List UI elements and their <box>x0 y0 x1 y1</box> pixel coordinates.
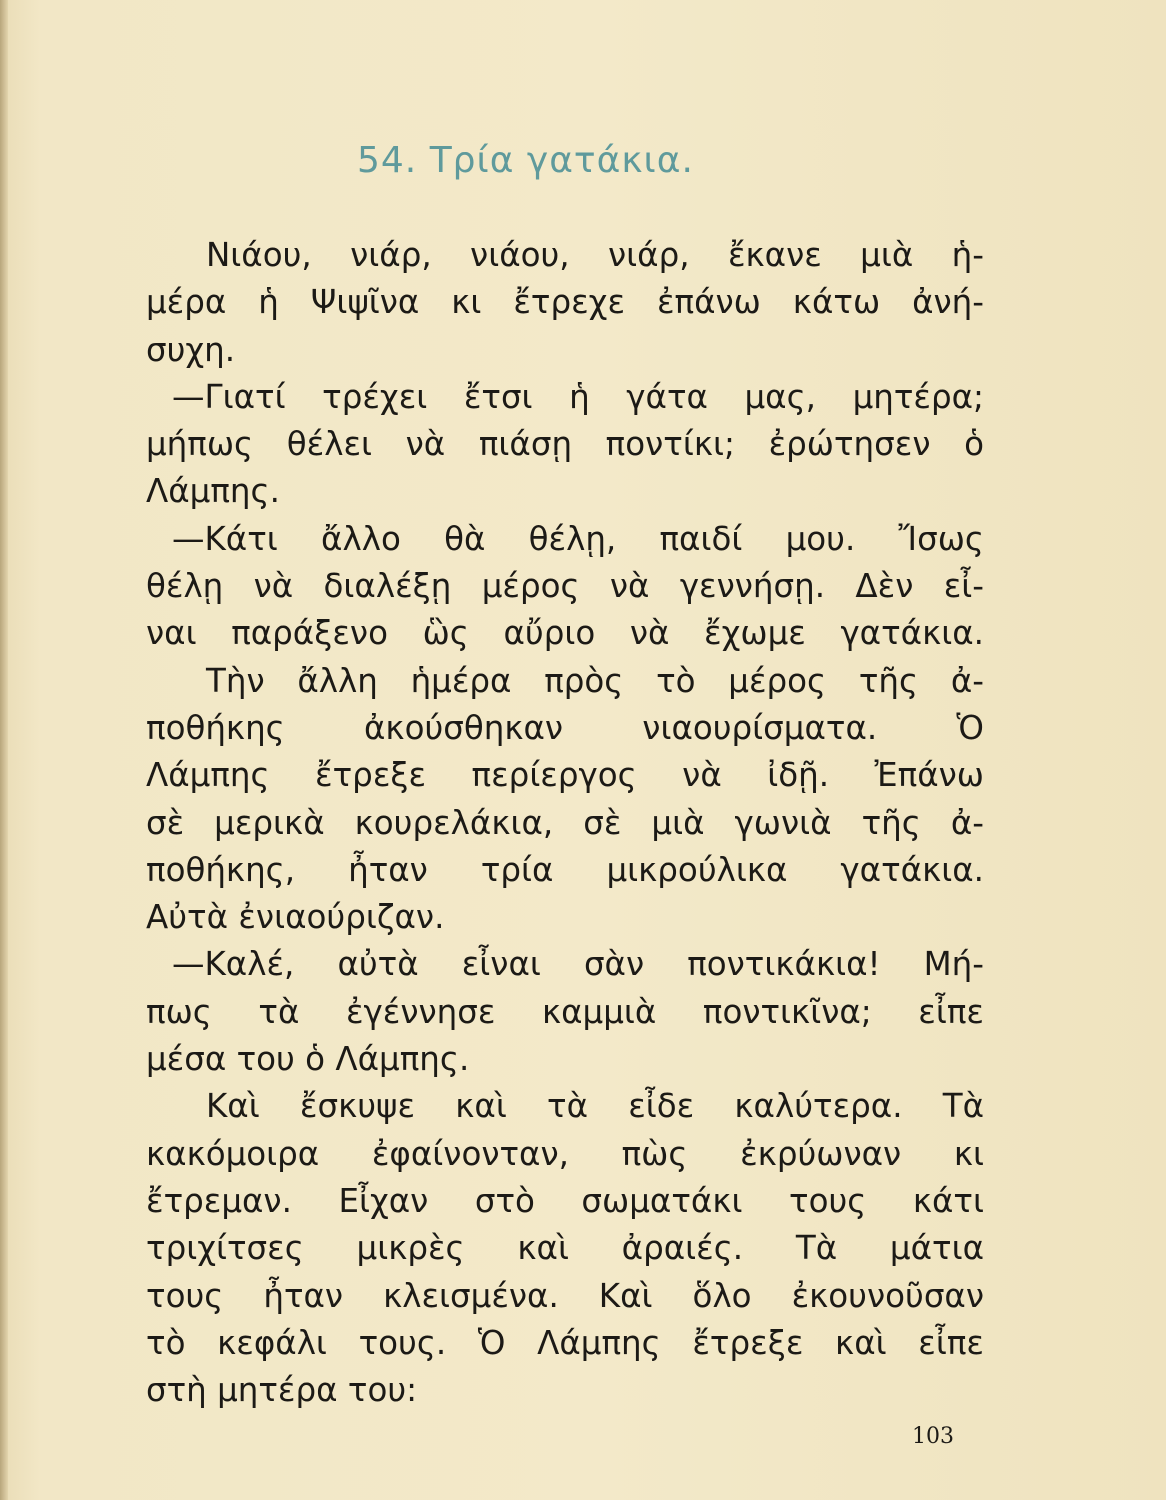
text-line: —Καλέ, αὐτὰ εἶναι σὰν ποντικάκια! Μή- <box>172 945 984 984</box>
text-line: τριχίτσες μικρὲς καὶ ἀραιές. Τὰ μάτια <box>146 1229 984 1268</box>
page-binding-edge <box>0 0 8 1500</box>
text-line: ναι παράξενο ὣς αὔριο νὰ ἔχωμε γατάκια. <box>146 614 984 653</box>
text-line: σὲ μερικὰ κουρελάκια, σὲ μιὰ γωνιὰ τῆς ἀ- <box>146 803 984 842</box>
text-line: —Γιατί τρέχει ἔτσι ἡ γάτα μας, μητέρα; <box>172 377 984 416</box>
text-line: ποθήκης, ἦταν τρία μικρούλικα γατάκια. <box>146 850 984 889</box>
text-line: μέσα του ὁ Λάμπης. <box>146 1040 470 1079</box>
text-line: Λάμπης. <box>146 472 280 511</box>
text-line: πως τὰ ἐγέννησε καμμιὰ ποντικῖνα; εἶπε <box>146 992 984 1031</box>
text-line: ποθήκης ἀκούσθηκαν νιαουρίσματα. Ὁ <box>146 708 984 747</box>
text-line: Καὶ ἔσκυψε καὶ τὰ εἶδε καλύτερα. Τὰ <box>206 1087 984 1126</box>
text-line: Λάμπης ἔτρεξε περίεργος νὰ ἰδῇ. Ἐπάνω <box>146 756 984 795</box>
text-line: Νιάου, νιάρ, νιάου, νιάρ, ἔκανε μιὰ ἡ- <box>206 236 984 274</box>
text-line: τὸ κεφάλι τους. Ὁ Λάμπης ἔτρεξε καὶ εἶπε <box>146 1323 984 1362</box>
text-line: τους ἦταν κλεισμένα. Καὶ ὅλο ἐκουνοῦσαν <box>146 1276 984 1315</box>
chapter-title: 54. Τρία γατάκια. <box>357 140 694 181</box>
text-line: συχη. <box>146 330 236 369</box>
text-line: ἔτρεμαν. Εἶχαν στὸ σωματάκι τους κάτι <box>146 1181 984 1220</box>
page-number: 103 <box>912 1424 954 1449</box>
text-line: Αὐτὰ ἐνιαούριζαν. <box>146 898 445 937</box>
body-text <box>146 232 984 1414</box>
text-line: μέρα ἡ Ψιψῖνα κι ἔτρεχε ἐπάνω κάτω ἀνή- <box>146 283 984 322</box>
text-line: κακόμοιρα ἐφαίνονταν, πὼς ἐκρύωναν κι <box>146 1134 984 1173</box>
text-line: Τὴν ἄλλη ἡμέρα πρὸς τὸ μέρος τῆς ἀ- <box>206 661 984 700</box>
text-line: —Κάτι ἄλλο θὰ θέλῃ, παιδί μου. Ἴσως <box>172 519 984 558</box>
text-line: μήπως θέλει νὰ πιάσῃ ποντίκι; ἐρώτησεν ὁ <box>146 425 984 464</box>
text-line: στὴ μητέρα του: <box>146 1371 418 1410</box>
text-line: θέλῃ νὰ διαλέξῃ μέρος νὰ γεννήσῃ. Δὲν εἶ- <box>146 567 984 606</box>
